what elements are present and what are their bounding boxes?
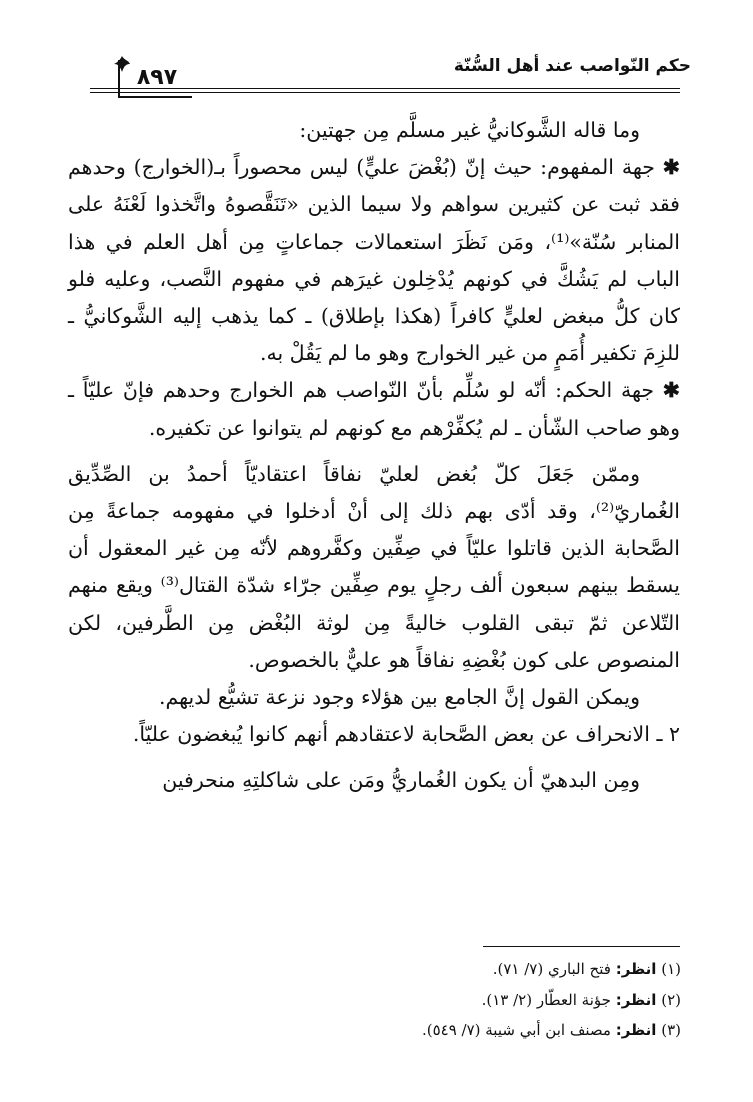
star-bullet-icon: ✱ xyxy=(662,155,680,180)
main-text xyxy=(68,112,680,800)
paragraph: ٢ ـ الانحراف عن بعض الصَّحابة لاعتقادهم أنهم كانوا يُبغضون عليّاً. xyxy=(132,722,680,747)
page-number: ٨٩٧ xyxy=(136,65,178,90)
footnote-separator xyxy=(483,946,680,947)
paragraph: ويمكن القول إنَّ الجامع بين هؤلاء وجود نزعة تشيُّع لديهم. xyxy=(158,685,640,710)
star-bullet-icon: ✱ xyxy=(662,378,680,403)
running-header-title: حكم النّواصب عند أهل السُّنّة xyxy=(453,56,691,76)
footnote-item: (٢) انظر: جؤنة العطّار (٢/ ١٣). xyxy=(481,990,681,1009)
header-rule-top xyxy=(90,88,680,89)
footnotes xyxy=(81,954,681,1046)
paragraph: وممّن جَعَلَ كلّ بُغض لعليّ نفاقاً اعتقاديّاً أحمدُ بن الصِّدِّيق الغُماريّ⁽²⁾، وقد أدّى بهم ذلك إلى أنْ أدخلوا في مفهومه جماعةً مِن الصَّحابة الذين قاتلوا عليّاً في صِفِّين وكفَّروهم لأنّه مِن غير المعقول أن يسقط بينهم سبعون ألف رجلٍ يوم صِفِّين جرّاء شدّة القتال⁽³⁾ ويقع منهم التّلاعن ثمّ تبقى القلوب خاليةً مِن لوثة البُغْض مِن الطَّرفين، لكن المنصوص على كون بُغْضِهِ نفاقاً هو عليٌّ بالخصوص. xyxy=(68,461,681,672)
footnote-item: (٣) انظر: مصنف ابن أبي شيبة (٧/ ٥٤٩). xyxy=(421,1021,681,1039)
footnote-item: (١) انظر: فتح الباري (٧/ ٧١). xyxy=(492,960,681,978)
header-rule-bottom xyxy=(90,92,680,93)
paragraph: ✱ جهة الحكم: أنّه لو سُلِّم بأنّ النّواصب هم الخوارج وحدهم فإنّ عليّاً ـ وهو صاحب الشّأن ـ لم يُكفِّرْهم مع كونهم لم يتوانوا عن تكفيره. xyxy=(68,378,680,440)
paragraph: وما قاله الشَّوكانيُّ غير مسلَّم مِن جهتين: xyxy=(299,118,640,142)
paragraph: ومِن البدهيّ أن يكون الغُماريُّ ومَن على شاكلتِهِ منحرفين xyxy=(162,768,640,793)
paragraph: ✱ جهة المفهوم: حيث إنّ (بُغْضَ عليٍّ) ليس محصوراً بـ(الخوارج) وحدهم فقد ثبت عن كثيرين سواهم ولا سيما الذين «تَنَقَّصوهُ واتَّخذوا لَعْنَهُ على المنابر سُنّة»⁽¹⁾، ومَن نَظَرَ استعمالات جماعاتٍ مِن أهل العلم في هذا الباب لم يَشُكَّ في كونهم يُدْخِلون غيرَهم في مفهوم النَّصب، وعليه فلو كان كلُّ مبغض لعليٍّ كافراً (هكذا بإطلاق) ـ كما يذهب إليه الشَّوكانيُّ ـ للزِمَ تكفير أُمَمٍ من غير الخوارج وهو ما لم يَقُلْ به. xyxy=(68,155,680,366)
